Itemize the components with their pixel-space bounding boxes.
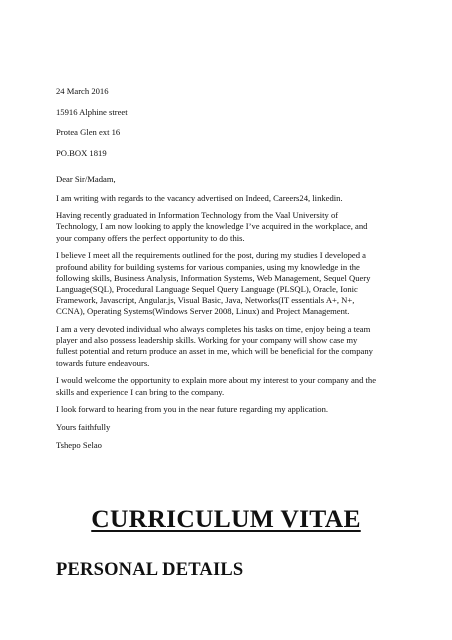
signature-name: Tshepo Selao bbox=[56, 440, 102, 451]
paragraph-line: Having recently graduated in Information Technology from the Vaal University of bbox=[56, 210, 339, 221]
paragraph-skills bbox=[56, 250, 400, 317]
paragraph-graduation bbox=[56, 210, 400, 244]
salutation: Dear Sir/Madam, bbox=[56, 174, 116, 185]
cover-letter bbox=[56, 86, 400, 451]
paragraph-line: I believe I meet all the requirements outlined for the post, during my studies I developed a bbox=[56, 250, 367, 261]
paragraph-line: your company offers the perfect opportunity to do this. bbox=[56, 232, 245, 243]
paragraph-line: Language(SQL), Procedural Language Sequel Query Language (PLSQL), Oracle, Ionic bbox=[56, 283, 358, 294]
paragraph-line: I am a very devoted individual who always completes his tasks on time, enjoy being a team bbox=[56, 324, 371, 335]
address-line-suburb: Protea Glen ext 16 bbox=[56, 127, 121, 138]
section-heading-personal-details: PERSONAL DETAILS bbox=[56, 560, 244, 580]
letter-date: 24 March 2016 bbox=[56, 86, 109, 96]
cv-title: CURRICULUM VITAE bbox=[91, 504, 361, 533]
paragraph-personality bbox=[56, 324, 400, 369]
closing: Yours faithfully bbox=[56, 421, 111, 432]
paragraph-opportunity bbox=[56, 375, 400, 397]
paragraph-vacancy bbox=[56, 193, 400, 204]
paragraph-line: skills and experience I can bring to the company. bbox=[56, 386, 225, 397]
paragraph-line: towards future endeavours. bbox=[56, 357, 150, 368]
paragraph-line: fullest potential and return produce an asset in me, which will be beneficial for the company bbox=[56, 346, 373, 357]
paragraph-line: profound ability for building systems for various companies, using my knowledge in the bbox=[56, 261, 360, 272]
paragraph-line: I am writing with regards to the vacancy advertised on Indeed, Careers24, linkedin. bbox=[56, 192, 343, 203]
paragraph-line: following skills, Business Analysis, Information Systems, Web Management, Sequel Query bbox=[56, 272, 371, 283]
paragraph-line: I look forward to hearing from you in the near future regarding my application. bbox=[56, 404, 329, 415]
paragraph-closing-remark bbox=[56, 404, 400, 415]
paragraph-line: Technology, I am now looking to apply the knowledge I’ve acquired in the workplace, and bbox=[56, 221, 368, 232]
paragraph-line: Framework, Javascript, Angular.js, Visual Basic, Java, Networks(IT essentials A+, N+, bbox=[56, 295, 355, 306]
address-line-pobox: PO.BOX 1819 bbox=[56, 148, 107, 159]
paragraph-line: player and also possess leadership skills. Working for your company will show case my bbox=[56, 335, 358, 346]
address-line-street: 15916 Alphine street bbox=[56, 106, 128, 117]
paragraph-line: CCNA), Operating Systems(Windows Server 2008, Linux) and Project Management. bbox=[56, 306, 350, 317]
paragraph-line: I would welcome the opportunity to explain more about my interest to your company and the bbox=[56, 375, 377, 386]
